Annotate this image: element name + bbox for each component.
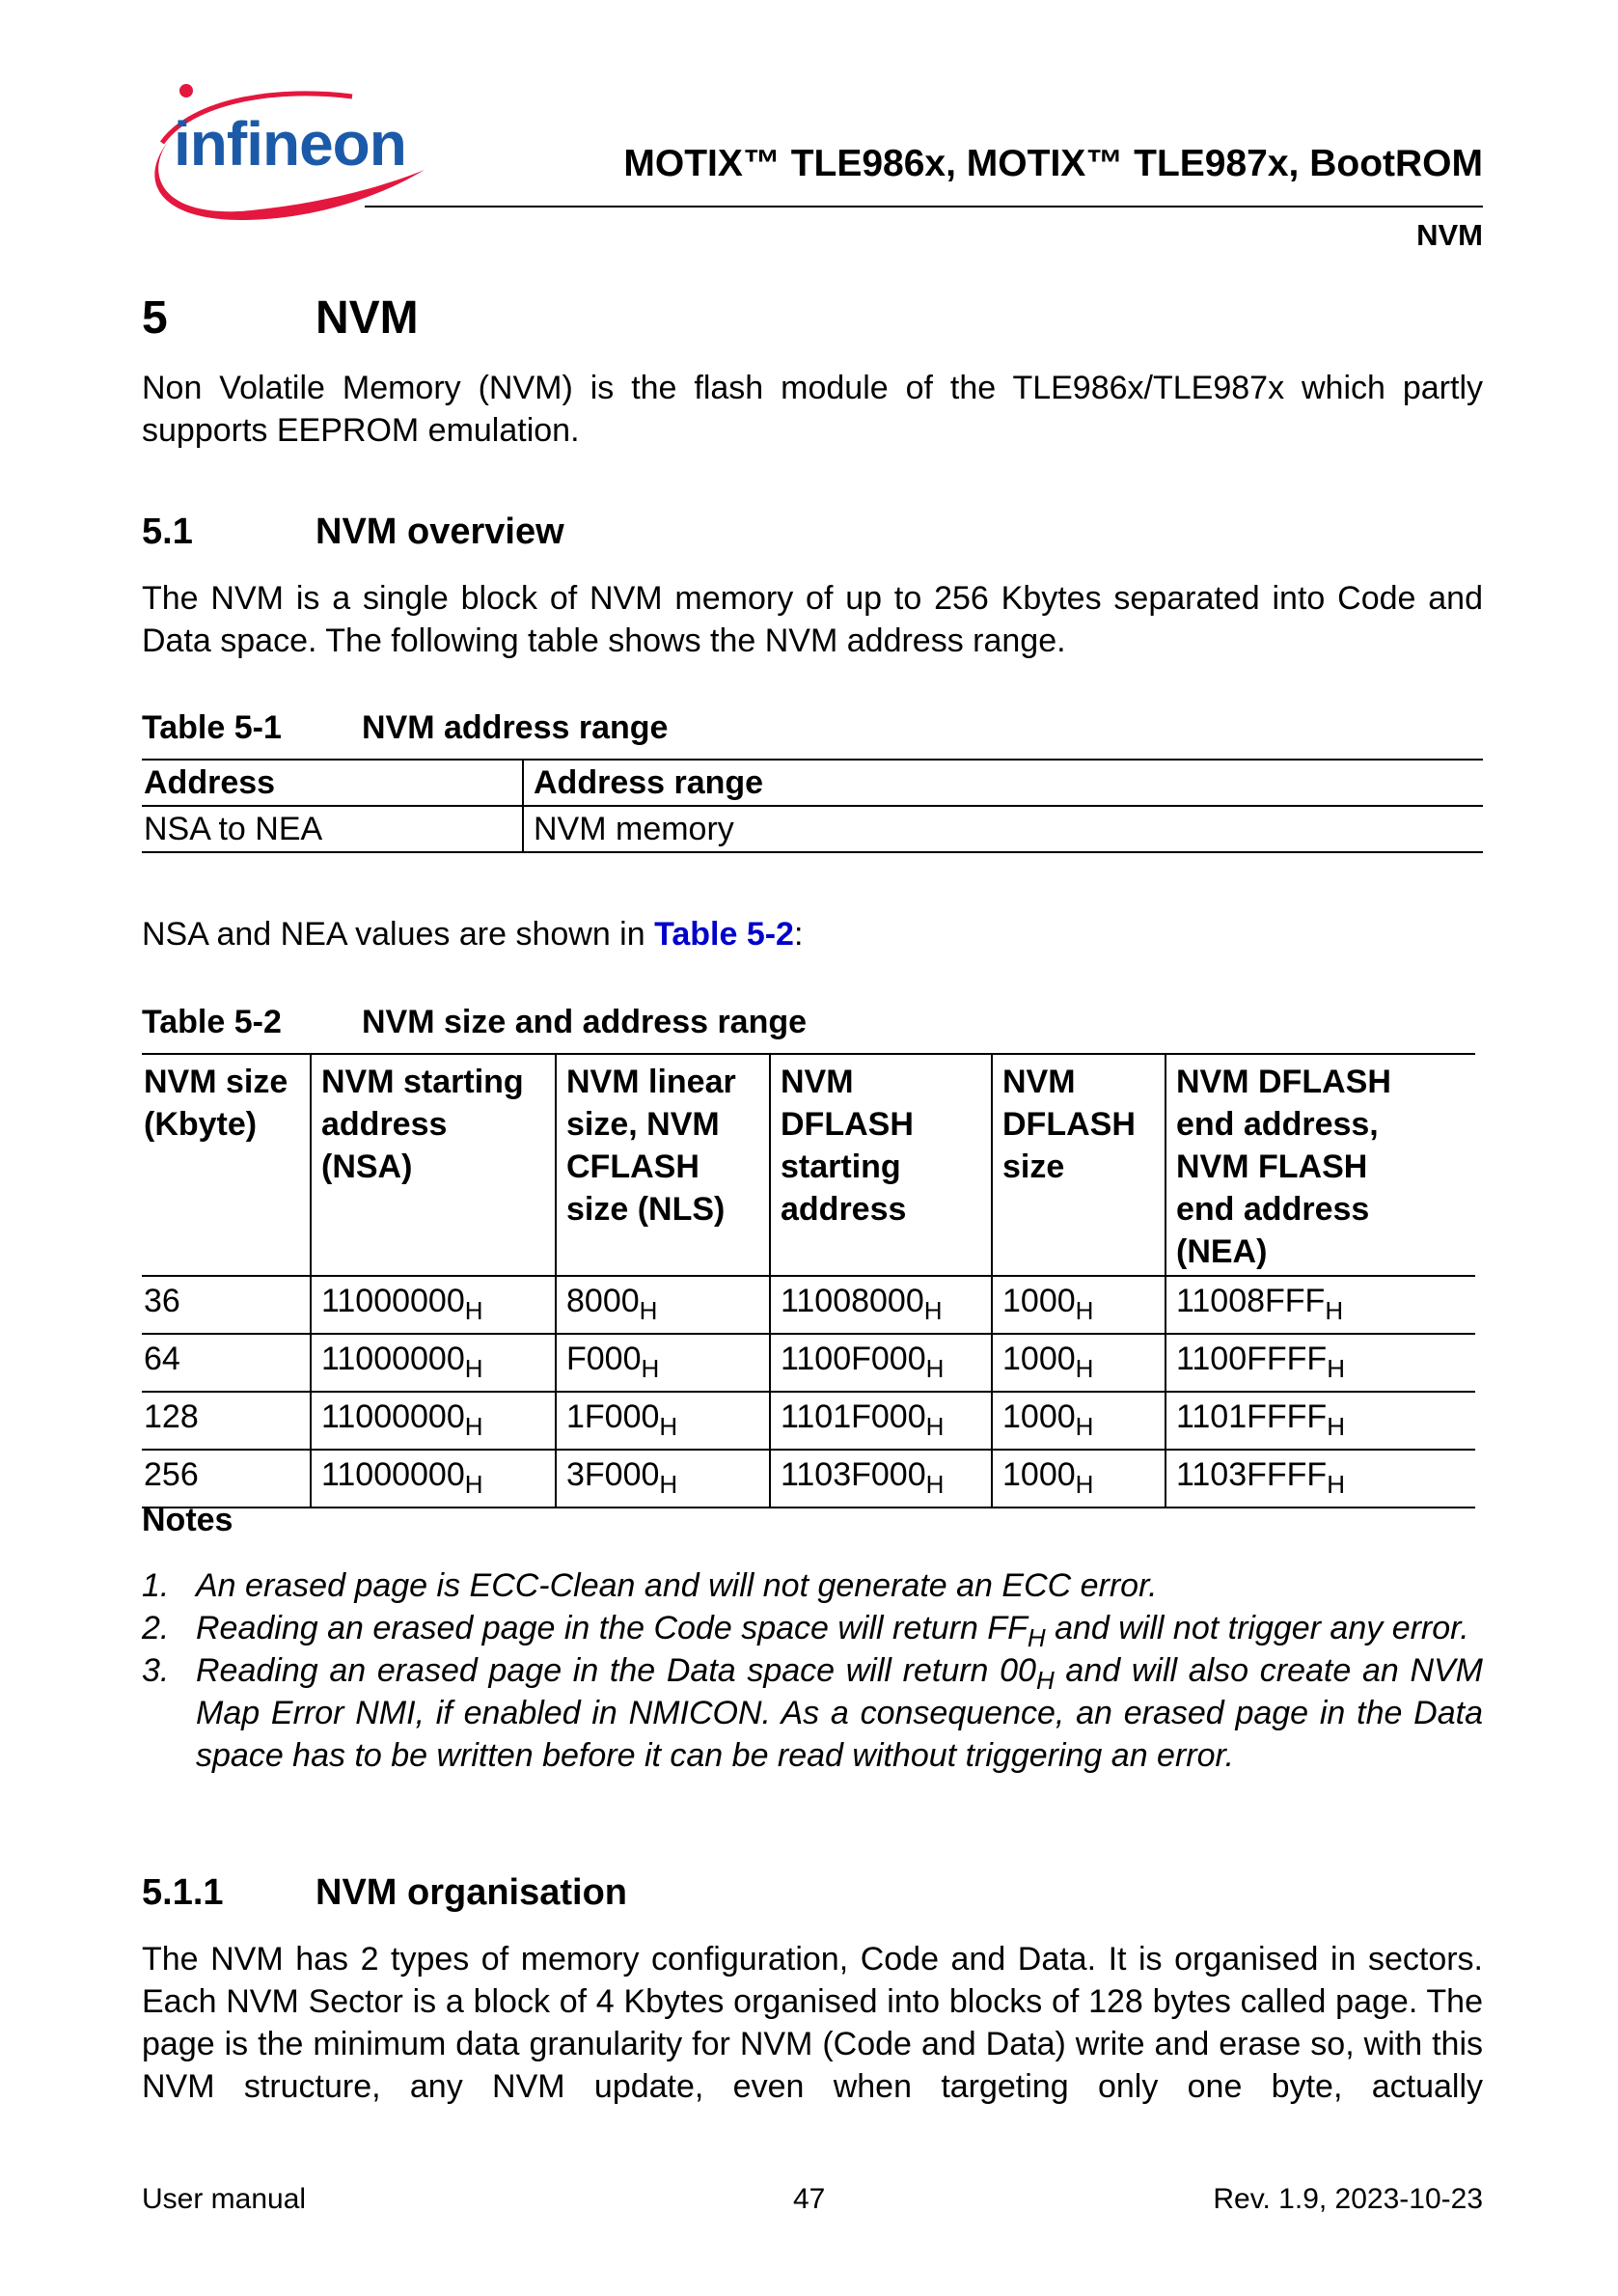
header-line: size [1002,1148,1065,1185]
header-line: address [321,1106,448,1143]
reference-text-end: : [793,916,804,953]
header-nea [1166,1054,1475,1276]
cell-nls: $8000_H$ [556,1276,770,1334]
header-line: (NSA) [321,1148,413,1185]
cell-dflash-size: $1000_H$ [992,1450,1166,1508]
reference-text: NSA and NEA values are shown in [142,916,655,953]
header-line: size, NVM [566,1106,720,1143]
header-line: NVM linear [566,1064,736,1100]
cell-nls: $F000_H$ [556,1334,770,1392]
table-cell: NVM memory [534,811,734,847]
nvm-size-table [142,1053,1475,1508]
chapter-heading [142,291,419,345]
table-5-1-caption-number: Table 5-1 [142,709,282,746]
cell-nvm-size: 256 [144,1456,199,1493]
table-header-row [142,760,1483,806]
table-row [142,1334,1475,1392]
header-nvm-size [142,1054,311,1276]
cell-nls: $3F000_H$ [556,1450,770,1508]
cell-dflash-size: $1000_H$ [992,1276,1166,1334]
header-line: size (NLS) [566,1191,726,1228]
nvm-address-range-table [142,759,1483,853]
table-5-1-caption [142,709,668,747]
section-5-1-1-number: 5.1.1 [142,1872,224,1913]
header-line: NVM starting [321,1064,524,1100]
note-item: 2. Reading an erased page in the Code space will return $FF_H$ and will not trigger any error. [142,1607,1483,1649]
table-header-cell: Address range [534,764,764,801]
cell-nvm-size: 36 [144,1283,180,1319]
cell-dflash-size: $1000_H$ [992,1392,1166,1450]
note-item: 3. Reading an erased page in the Data space will return $00_H$ and will also create an NVM Map Error NMI, if enabled in NMICON. As a consequence, an erased page in the Data space has to be written before it can be read without triggering an error. [142,1649,1483,1777]
header-section-label: NVM [1416,218,1483,252]
header-divider [365,206,1483,207]
section-5-1-text: The NVM is a single block of NVM memory of up to 256 Kbytes separated into Code and Data space. The following table shows the NVM address range. [142,580,1483,659]
note-number: 1. [142,1567,170,1604]
cell-nvm-size: 128 [144,1398,199,1435]
table-5-2-caption-number: Table 5-2 [142,1004,282,1040]
table-row [142,1276,1475,1334]
footer-page-number: 47 [793,2183,826,2215]
header-line: starting [781,1148,901,1185]
cell-nsa: $11000000_H$ [311,1276,556,1334]
header-line: NVM size [144,1064,288,1100]
header-line: NVM DFLASH [1176,1064,1391,1100]
footer-revision: Rev. 1.9, 2023-10-23 [1213,2183,1483,2215]
header-dflash-start [770,1054,992,1276]
cell-nsa: $11000000_H$ [311,1334,556,1392]
note-number: 2. [142,1610,170,1646]
chapter-number: 5 [142,292,168,344]
header-line: NVM [781,1064,854,1100]
table-row [142,1450,1475,1508]
header-line: end address (NEA) [1176,1191,1370,1270]
table-5-1-caption-title: NVM address range [362,709,669,746]
cell-dflash-start: $1101F000_H$ [770,1392,992,1450]
cell-nls: $1F000_H$ [556,1392,770,1450]
header-line: NVM FLASH [1176,1148,1368,1185]
cell-nea: $11008FFF_H$ [1166,1276,1475,1334]
header-line: end address, [1176,1106,1379,1143]
infineon-logo [135,75,434,220]
header-line: NVM [1002,1064,1076,1100]
note-number: 3. [142,1652,170,1689]
note-item: 1. An erased page is ECC-Clean and will not generate an ECC error. [142,1564,1483,1607]
table-header-cell: Address [142,760,523,806]
cell-nvm-size: 64 [144,1341,180,1377]
table-5-2-caption-title: NVM size and address range [362,1004,808,1040]
table-cell: NSA to NEA [142,806,523,852]
footer-doc-type: User manual [142,2183,307,2215]
chapter-title: NVM [315,292,419,344]
section-5-1-heading [142,512,564,553]
header-nsa [311,1054,556,1276]
infineon-logo-mark [135,75,434,220]
header-line: CFLASH [566,1148,699,1185]
section-5-1-title: NVM overview [315,512,564,552]
header-line: DFLASH [1002,1106,1136,1143]
section-5-1-1-text: The NVM has 2 types of memory configuration, Code and Data. It is organised in sectors. Each NVM Sector is a block of 4 Kbytes organised into blocks of 128 bytes called page. The page is the minimum data granularity for NVM (Code and Data) write and erase so, with this NVM structure, any NVM update, even when targeting only one byte, actually [142,1941,1483,2105]
cell-nsa: $11000000_H$ [311,1450,556,1508]
header-line: address [781,1191,907,1228]
chapter-intro: Non Volatile Memory (NVM) is the flash module of the TLE986x/TLE987x which partly supports EEPROM emulation. [142,370,1483,449]
table-5-2-caption [142,1004,807,1041]
table-header-row [142,1054,1475,1276]
notes-list [142,1564,1483,1777]
cell-nea: $1100FFFF_H$ [1166,1334,1475,1392]
cell-dflash-start: $1100F000_H$ [770,1334,992,1392]
cell-dflash-size: $1000_H$ [992,1334,1166,1392]
section-5-1-number: 5.1 [142,512,193,552]
notes-heading: Notes [142,1502,233,1538]
section-5-1-1-heading [142,1872,627,1914]
cell-nsa: $11000000_H$ [311,1392,556,1450]
table-row [142,1392,1475,1450]
logo-wordmark: infineon [174,109,406,179]
table-5-2-link[interactable]: Table 5-2 [654,916,794,953]
header-nls [556,1054,770,1276]
table-reference-sentence [142,913,1483,955]
cell-nea: $1101FFFF_H$ [1166,1392,1475,1450]
header-line: DFLASH [781,1106,914,1143]
document-title: MOTIX™ TLE986x, MOTIX™ TLE987x, BootROM [623,143,1483,184]
table-row [142,806,1483,852]
cell-dflash-start: $11008000_H$ [770,1276,992,1334]
section-5-1-1-title: NVM organisation [315,1872,628,1913]
cell-nea: $1103FFFF_H$ [1166,1450,1475,1508]
header-line: (Kbyte) [144,1106,258,1143]
cell-dflash-start: $1103F000_H$ [770,1450,992,1508]
header-dflash-size [992,1054,1166,1276]
